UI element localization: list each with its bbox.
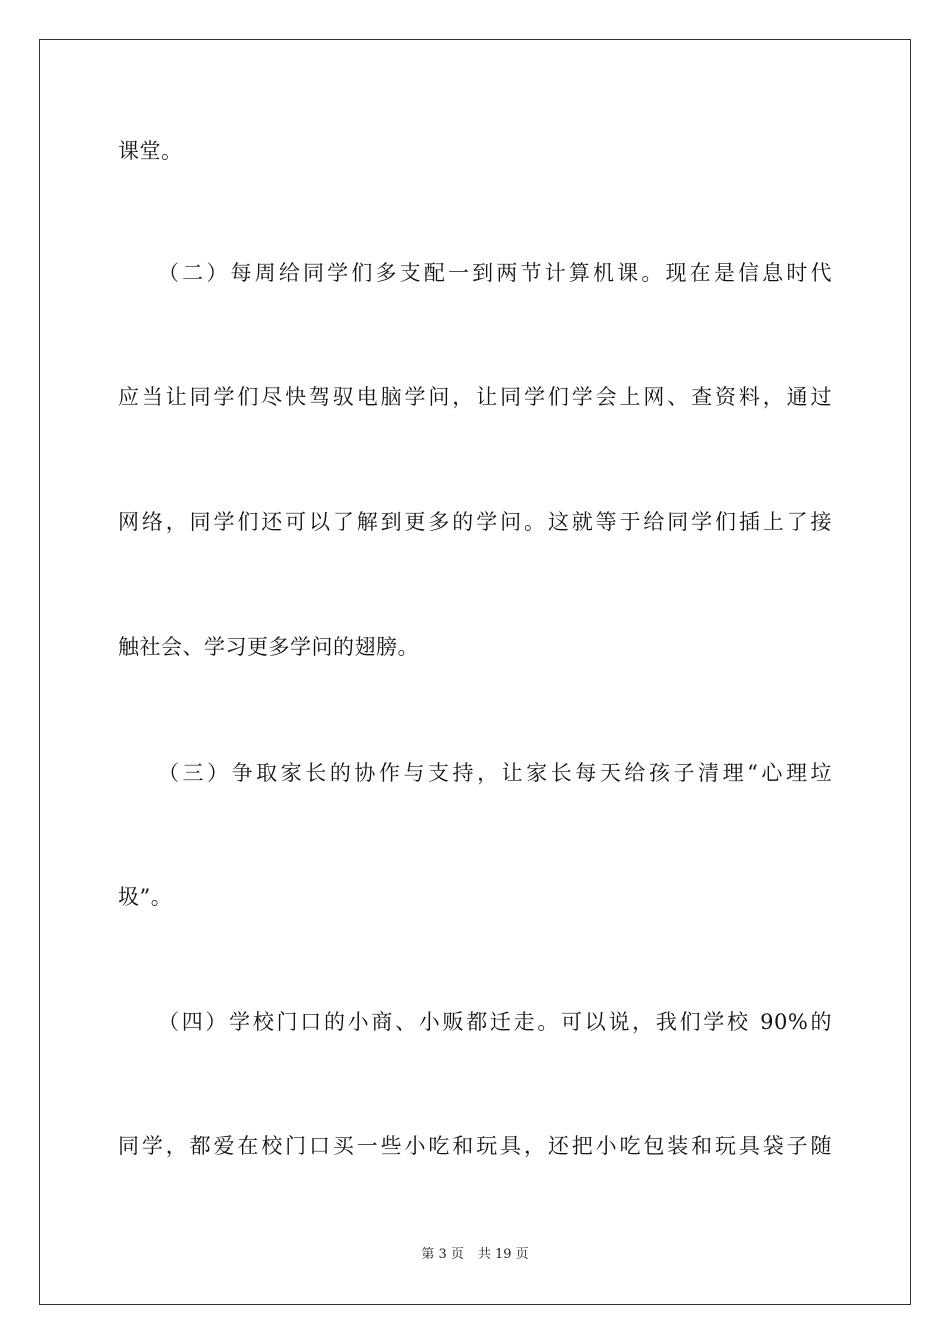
text-line: 课堂。 [118,139,183,163]
text-line: 同学，都爱在校门口买一些小吃和玩具，还把小吃包装和玩具袋子随 [118,1134,832,1158]
page-number: 第 3 页 [421,1247,464,1262]
paragraph-first-line: （三）争取家长的协作与支持，让家长每天给孩子清理“心理垃 [158,761,832,785]
page-total: 共 19 页 [477,1247,529,1262]
text-line: 触社会、学习更多学问的翅膀。 [118,635,419,659]
text-line: 网络，同学们还可以了解到更多的学问。这就等于给同学们插上了接 [118,510,832,534]
text-line: 圾”。 [118,885,173,909]
paragraph-first-line: （二）每周给同学们多支配一到两节计算机课。现在是信息时代 [158,261,832,285]
page-footer [0,1246,950,1264]
paragraph-first-line: （四）学校门口的小商、小贩都迁走。可以说，我们学校 90%的 [158,1010,832,1034]
text-line: 应当让同学们尽快驾驭电脑学问，让同学们学会上网、查资料，通过 [118,385,832,409]
page-border [39,39,911,1305]
